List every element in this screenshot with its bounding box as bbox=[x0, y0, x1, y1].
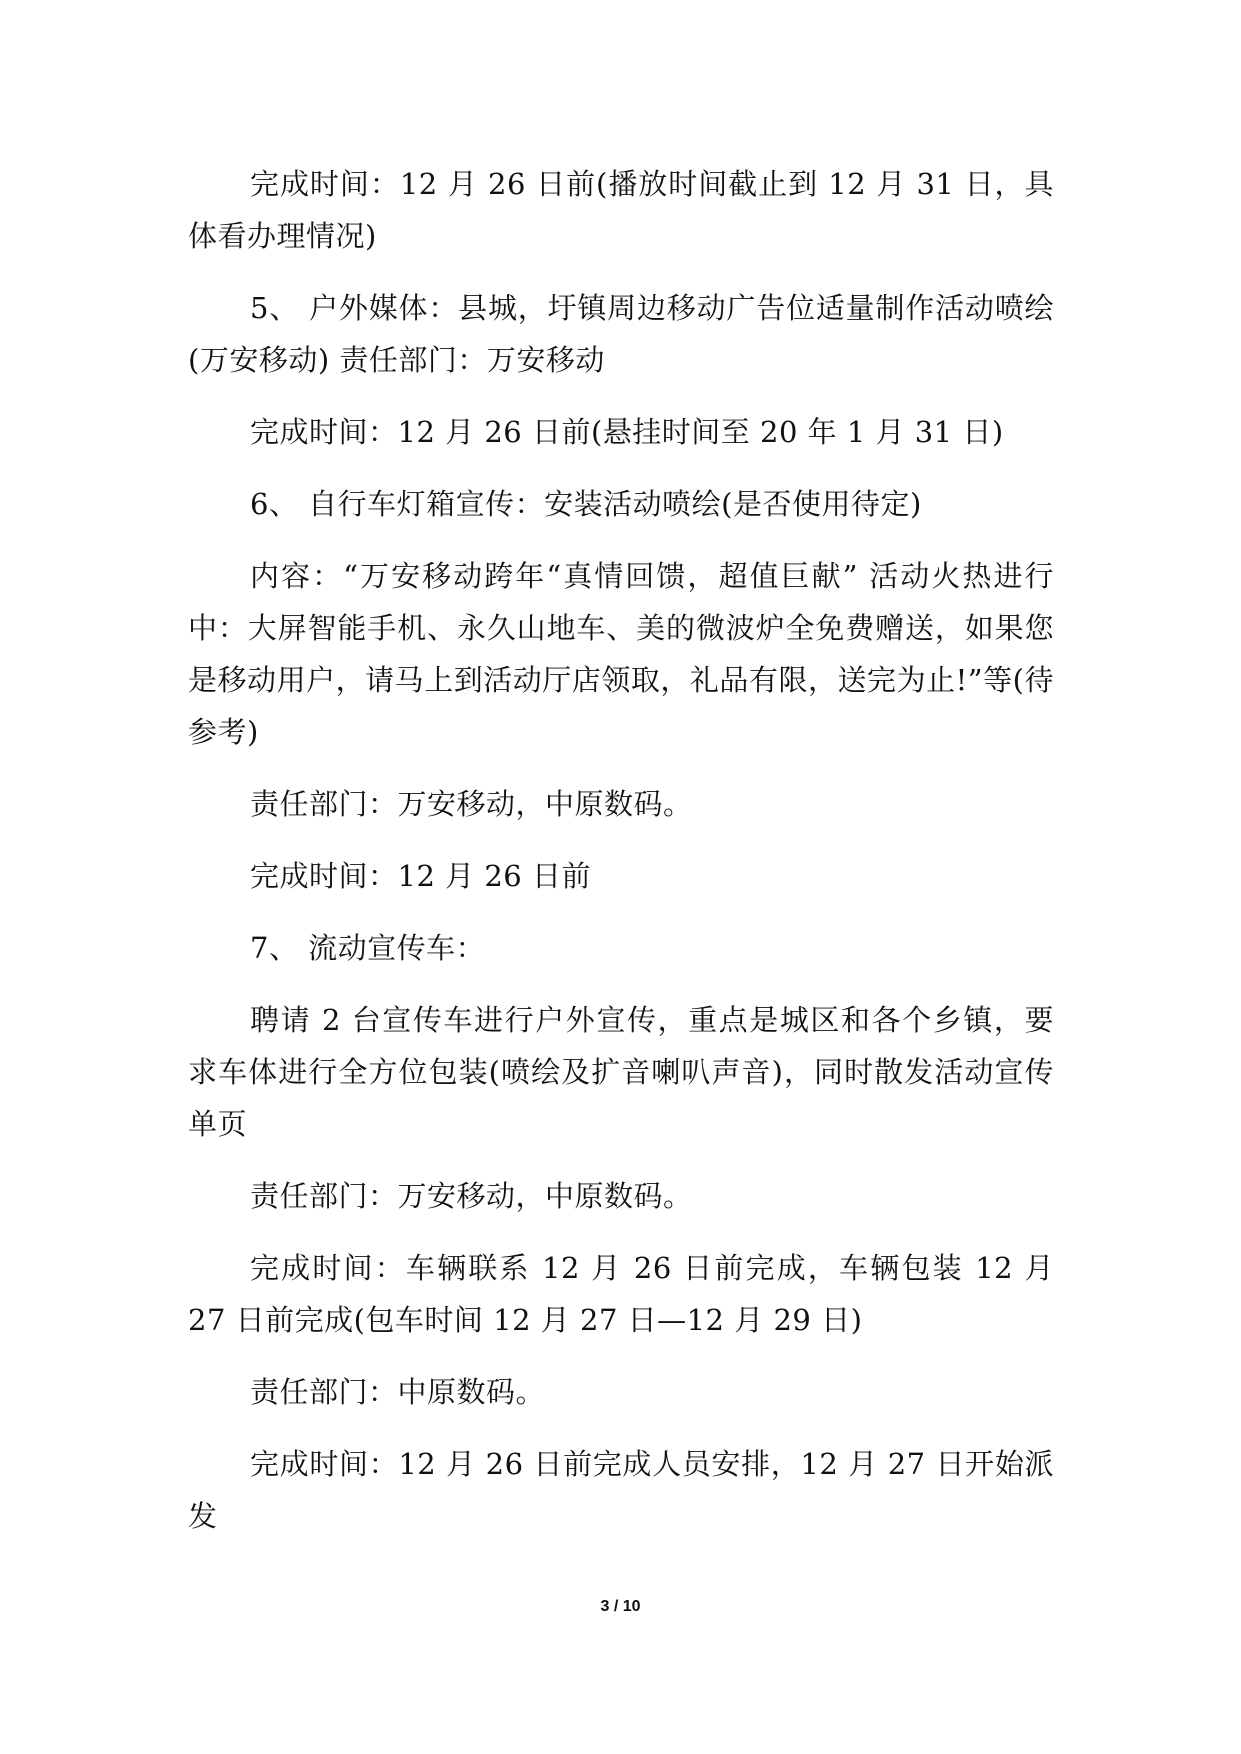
paragraph-responsible-dept: 责任部门：万安移动，中原数码。 bbox=[250, 1179, 693, 1213]
paragraph-item-6-bicycle-lightbox: 6、 自行车灯箱宣传：安装活动喷绘(是否使用待定) bbox=[250, 487, 922, 521]
paragraph-vehicle-hire: 聘请 2 台宣传车进行户外宣传，重点是城区和各个乡镇，要求车体进行全方位包装(喷绘及扩音喇叭声音)，同时散发活动宣传单页 bbox=[188, 1003, 1054, 1141]
paragraph-responsible-dept: 责任部门：万安移动，中原数码。 bbox=[250, 787, 693, 821]
paragraph-item-7-publicity-vehicle: 7、 流动宣传车： bbox=[250, 931, 486, 965]
paragraph-completion-time-hanging: 完成时间：12 月 26 日前(悬挂时间至 20 年 1 月 31 日) bbox=[250, 415, 1004, 449]
paragraph-item-5-outdoor-media: 5、 户外媒体：县城，圩镇周边移动广告位适量制作活动喷绘(万安移动) 责任部门：万安移动 bbox=[188, 291, 1054, 377]
document-body bbox=[188, 158, 1054, 1562]
paragraph-completion-time-distribution: 完成时间：12 月 26 日前完成人员安排，12 月 27 日开始派发 bbox=[188, 1447, 1054, 1533]
paragraph-completion-time-vehicle: 完成时间：车辆联系 12 月 26 日前完成，车辆包装 12 月 27 日前完成(包车时间 12 月 27 日—12 月 29 日) bbox=[188, 1251, 1054, 1337]
paragraph-content-slogan: 内容：“万安移动跨年“真情回馈，超值巨献” 活动火热进行中：大屏智能手机、永久山地车、美的微波炉全免费赠送，如果您是移动用户，请马上到活动厅店领取，礼品有限，送完为止!”等(待参考) bbox=[188, 559, 1054, 749]
page-number: 3 / 10 bbox=[600, 1598, 641, 1615]
paragraph-responsible-dept: 责任部门：中原数码。 bbox=[250, 1375, 546, 1409]
paragraph-completion-time-broadcast: 完成时间：12 月 26 日前(播放时间截止到 12 月 31 日，具体看办理情况) bbox=[188, 167, 1054, 253]
paragraph-completion-time: 完成时间：12 月 26 日前 bbox=[250, 859, 591, 893]
